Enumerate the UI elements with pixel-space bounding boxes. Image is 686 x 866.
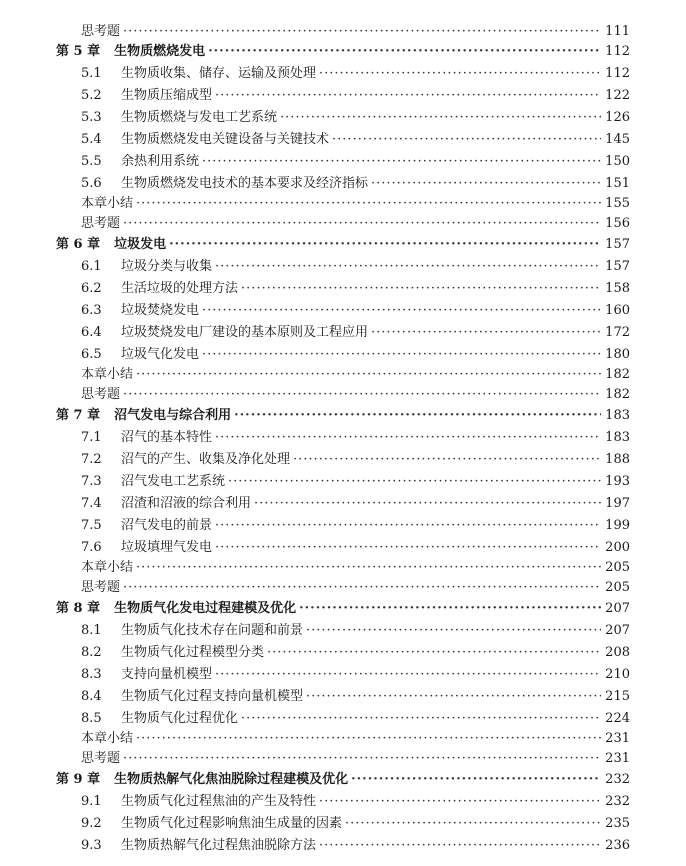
toc-chapter (0, 235, 686, 255)
toc-section (0, 814, 686, 834)
page-number: 158 (605, 281, 630, 296)
page-number: 210 (605, 667, 630, 682)
page-number: 236 (605, 838, 630, 853)
dot-leader (136, 365, 601, 385)
entry-title: 思考题 (81, 387, 121, 402)
dot-leader (215, 538, 601, 558)
toc-section (0, 472, 686, 492)
dot-leader (371, 323, 601, 343)
toc-entry (0, 749, 686, 769)
entry-title: 本章小结 (81, 367, 134, 382)
dot-leader (123, 214, 601, 234)
entry-title: 本章小结 (81, 560, 134, 575)
dot-leader (319, 64, 601, 84)
dot-leader (123, 22, 601, 42)
section-number: 8.5 (81, 711, 102, 726)
section-number: 8.4 (81, 689, 102, 704)
toc-chapter (0, 770, 686, 790)
page-number: 235 (605, 816, 630, 831)
chapter-title: 垃圾发电 (114, 237, 167, 252)
toc-section (0, 174, 686, 194)
section-title: 生物质气化过程模型分类 (121, 645, 265, 660)
toc-section (0, 665, 686, 685)
dot-leader (136, 194, 601, 214)
section-title: 沼气的产生、收集及净化处理 (121, 452, 291, 467)
section-title: 生物质燃烧与发电工艺系统 (121, 110, 278, 125)
toc-entry (0, 214, 686, 234)
entry-title: 思考题 (81, 580, 121, 595)
section-number: 6.2 (81, 281, 102, 296)
toc-section (0, 152, 686, 172)
dot-leader (123, 578, 601, 598)
chapter-title: 沼气发电与综合利用 (114, 408, 232, 423)
dot-leader (228, 472, 601, 492)
section-number: 7.4 (81, 496, 102, 511)
section-title: 生物质气化技术存在问题和前景 (121, 623, 304, 638)
page-number: 193 (605, 474, 630, 489)
page-number: 205 (605, 560, 630, 575)
dot-leader (306, 687, 601, 707)
section-title: 垃圾填埋气发电 (121, 540, 213, 555)
page-number: 182 (605, 367, 630, 382)
page-number: 112 (605, 44, 630, 59)
section-number: 6.5 (81, 347, 102, 362)
page-number: 182 (605, 387, 630, 402)
dot-leader (280, 108, 601, 128)
dot-leader (293, 450, 601, 470)
page-number: 160 (605, 303, 630, 318)
section-number: 5.2 (81, 88, 102, 103)
section-title: 生物质压缩成型 (121, 88, 213, 103)
dot-leader (254, 494, 601, 514)
entry-title: 思考题 (81, 24, 121, 39)
toc-section (0, 494, 686, 514)
page-number: 183 (605, 408, 630, 423)
section-number: 6.1 (81, 259, 102, 274)
section-title: 生物质燃烧发电关键设备与关键技术 (121, 132, 330, 147)
section-title: 沼气的基本特性 (121, 430, 213, 445)
page-number: 183 (605, 430, 630, 445)
page-number: 208 (605, 645, 630, 660)
dot-leader (208, 42, 601, 62)
toc-section (0, 86, 686, 106)
section-number: 6.4 (81, 325, 102, 340)
section-title: 沼气发电的前景 (121, 518, 213, 533)
section-number: 7.5 (81, 518, 102, 533)
dot-leader (136, 729, 601, 749)
dot-leader (241, 709, 601, 729)
page-number: 122 (605, 88, 630, 103)
page-number: 200 (605, 540, 630, 555)
toc-section (0, 428, 686, 448)
section-number: 5.5 (81, 154, 102, 169)
chapter-title: 生物质燃烧发电 (114, 44, 206, 59)
toc-section (0, 279, 686, 299)
section-title: 生物质热解气化过程焦油脱除方法 (121, 838, 317, 853)
chapter-title: 生物质气化发电过程建模及优化 (114, 601, 297, 616)
dot-leader (306, 621, 601, 641)
dot-leader (215, 257, 601, 277)
page-number: 231 (605, 731, 630, 746)
section-title: 垃圾分类与收集 (121, 259, 213, 274)
section-title: 生物质气化过程焦油的产生及特性 (121, 794, 317, 809)
toc-entry (0, 729, 686, 749)
page-number: 188 (605, 452, 630, 467)
page-number: 126 (605, 110, 630, 125)
toc-section (0, 687, 686, 707)
dot-leader (371, 174, 601, 194)
section-number: 7.3 (81, 474, 102, 489)
section-title: 支持向量机模型 (121, 667, 213, 682)
section-title: 余热利用系统 (121, 154, 200, 169)
section-number: 9.2 (81, 816, 102, 831)
toc-section (0, 643, 686, 663)
page-number: 157 (605, 237, 630, 252)
toc-entry (0, 558, 686, 578)
chapter-number: 第 7 章 (56, 408, 101, 423)
dot-leader (215, 516, 601, 536)
dot-leader (215, 86, 601, 106)
dot-leader (169, 235, 601, 255)
section-number: 9.3 (81, 838, 102, 853)
page-number: 156 (605, 216, 630, 231)
dot-leader (319, 792, 601, 812)
toc-section (0, 516, 686, 536)
section-title: 垃圾气化发电 (121, 347, 200, 362)
page-number: 180 (605, 347, 630, 362)
toc-chapter (0, 406, 686, 426)
toc-section (0, 792, 686, 812)
section-title: 垃圾焚烧发电厂建设的基本原则及工程应用 (121, 325, 369, 340)
entry-title: 思考题 (81, 751, 121, 766)
page-number: 151 (605, 176, 630, 191)
page-number: 197 (605, 496, 630, 511)
toc-chapter (0, 42, 686, 62)
toc-section (0, 301, 686, 321)
toc-section (0, 257, 686, 277)
toc-section (0, 621, 686, 641)
section-title: 生物质气化过程支持向量机模型 (121, 689, 304, 704)
section-title: 生物质燃烧发电技术的基本要求及经济指标 (121, 176, 369, 191)
toc-section (0, 323, 686, 343)
page-number: 205 (605, 580, 630, 595)
page-number: 172 (605, 325, 630, 340)
toc-section (0, 345, 686, 365)
toc-section (0, 450, 686, 470)
toc-section (0, 130, 686, 150)
page-number: 215 (605, 689, 630, 704)
toc-section (0, 64, 686, 84)
page-number: 112 (605, 66, 630, 81)
chapter-number: 第 6 章 (56, 237, 101, 252)
toc-entry (0, 578, 686, 598)
toc-entry (0, 365, 686, 385)
dot-leader (234, 406, 601, 426)
page-number: 232 (605, 772, 630, 787)
section-number: 8.2 (81, 645, 102, 660)
toc-entry (0, 385, 686, 405)
section-title: 生物质收集、储存、运输及预处理 (121, 66, 317, 81)
section-number: 5.3 (81, 110, 102, 125)
page-number: 224 (605, 711, 630, 726)
chapter-number: 第 9 章 (56, 772, 101, 787)
dot-leader (202, 301, 601, 321)
dot-leader (202, 345, 601, 365)
dot-leader (299, 599, 601, 619)
dot-leader (215, 428, 601, 448)
entry-title: 本章小结 (81, 196, 134, 211)
section-title: 垃圾焚烧发电 (121, 303, 200, 318)
section-title: 生活垃圾的处理方法 (121, 281, 239, 296)
section-number: 6.3 (81, 303, 102, 318)
section-number: 5.1 (81, 66, 102, 81)
entry-title: 思考题 (81, 216, 121, 231)
toc-chapter (0, 599, 686, 619)
section-number: 7.1 (81, 430, 102, 445)
page-number: 207 (605, 601, 630, 616)
dot-leader (123, 385, 601, 405)
section-number: 7.6 (81, 540, 102, 555)
section-number: 5.6 (81, 176, 102, 191)
entry-title: 本章小结 (81, 731, 134, 746)
section-title: 沼气发电工艺系统 (121, 474, 226, 489)
page-number: 157 (605, 259, 630, 274)
section-number: 7.2 (81, 452, 102, 467)
toc-section (0, 709, 686, 729)
dot-leader (123, 749, 601, 769)
dot-leader (319, 836, 601, 856)
dot-leader (267, 643, 601, 663)
section-number: 5.4 (81, 132, 102, 147)
page-number: 150 (605, 154, 630, 169)
chapter-number: 第 5 章 (56, 44, 101, 59)
page-number: 199 (605, 518, 630, 533)
dot-leader (241, 279, 601, 299)
toc-section (0, 836, 686, 856)
dot-leader (351, 770, 601, 790)
section-title: 沼渣和沼液的综合利用 (121, 496, 252, 511)
page-number: 231 (605, 751, 630, 766)
section-number: 8.3 (81, 667, 102, 682)
section-number: 9.1 (81, 794, 102, 809)
page-number: 232 (605, 794, 630, 809)
chapter-number: 第 8 章 (56, 601, 101, 616)
dot-leader (215, 665, 601, 685)
toc-section (0, 108, 686, 128)
chapter-title: 生物质热解气化焦油脱除过程建模及优化 (114, 772, 349, 787)
section-title: 生物质气化过程优化 (121, 711, 239, 726)
toc-entry (0, 194, 686, 214)
page-number: 111 (605, 24, 630, 39)
section-title: 生物质气化过程影响焦油生成量的因素 (121, 816, 343, 831)
dot-leader (332, 130, 601, 150)
section-number: 8.1 (81, 623, 102, 638)
dot-leader (136, 558, 601, 578)
page-number: 155 (605, 196, 630, 211)
dot-leader (202, 152, 601, 172)
toc-section (0, 538, 686, 558)
dot-leader (345, 814, 601, 834)
toc-entry (0, 22, 686, 42)
page-number: 145 (605, 132, 630, 147)
page-number: 207 (605, 623, 630, 638)
